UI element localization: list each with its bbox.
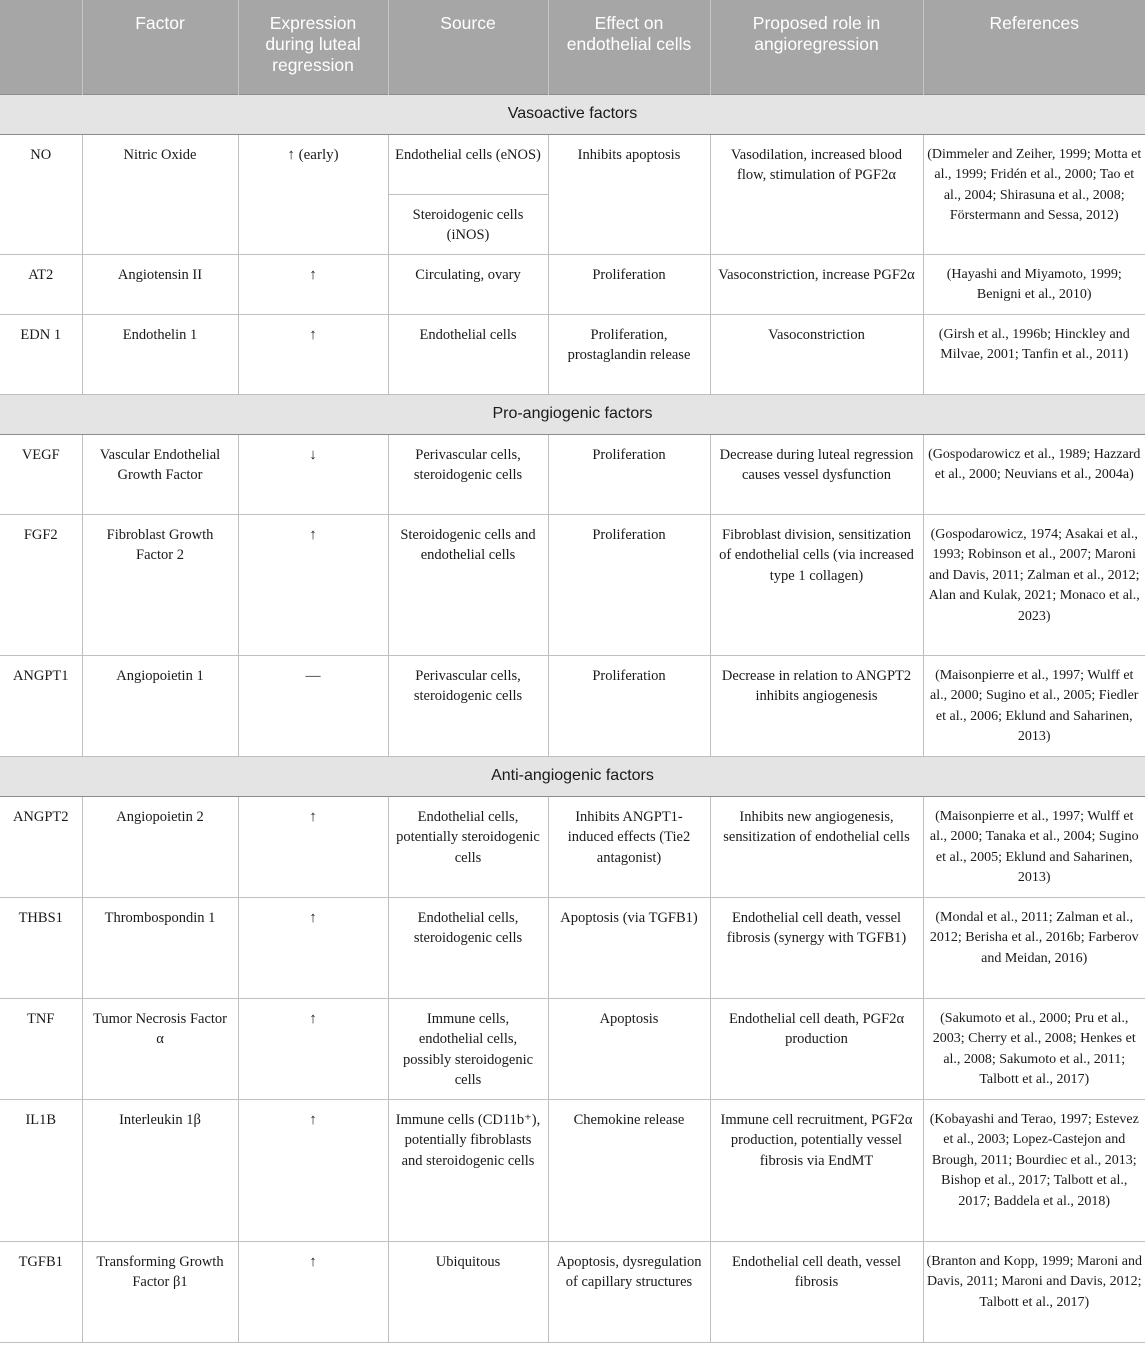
- cell-factor: Nitric Oxide: [82, 134, 238, 254]
- cell-effect: Chemokine release: [548, 1099, 710, 1241]
- cell-effect: Proliferation: [548, 434, 710, 514]
- table-row: [0, 796, 1145, 897]
- cell-source: Endothelial cells, potentially steroidogenic cells: [388, 796, 548, 897]
- cell-role: Decrease in relation to ANGPT2 inhibits angiogenesis: [710, 655, 923, 756]
- cell-factor: Angiopoietin 2: [82, 796, 238, 897]
- table-row: [0, 134, 1145, 194]
- cell-abbr: TNF: [0, 998, 82, 1099]
- cell-expression: ↑: [238, 254, 388, 314]
- cell-abbr: TGFB1: [0, 1241, 82, 1342]
- cell-references: (Gospodarowicz et al., 1989; Hazzard et al., 2000; Neuvians et al., 2004a): [923, 434, 1145, 514]
- cell-abbr: NO: [0, 134, 82, 254]
- cell-effect: Inhibits ANGPT1-induced effects (Tie2 antagonist): [548, 796, 710, 897]
- header-effect: Effect on endothelial cells: [548, 0, 710, 94]
- header-source: Source: [388, 0, 548, 94]
- section-row: [0, 94, 1145, 134]
- cell-expression: ↑: [238, 796, 388, 897]
- table-row: [0, 998, 1145, 1099]
- cell-references: (Girsh et al., 1996b; Hinckley and Milvae, 2001; Tanfin et al., 2011): [923, 314, 1145, 394]
- cell-effect: Inhibits apoptosis: [548, 134, 710, 254]
- cell-expression: ↓: [238, 434, 388, 514]
- cell-source: Circulating, ovary: [388, 254, 548, 314]
- cell-abbr: ANGPT2: [0, 796, 82, 897]
- cell-role: Decrease during luteal regression causes vessel dysfunction: [710, 434, 923, 514]
- cell-factor: Thrombospondin 1: [82, 897, 238, 998]
- table-row: [0, 314, 1145, 394]
- cell-source: Steroidogenic cells and endothelial cells: [388, 514, 548, 655]
- cell-source: Immune cells, endothelial cells, possibly steroidogenic cells: [388, 998, 548, 1099]
- cell-references: (Sakumoto et al., 2000; Pru et al., 2003; Cherry et al., 2008; Henkes et al., 2008; Sakumoto et al., 2011; Talbott et al., 2017): [923, 998, 1145, 1099]
- cell-effect: Proliferation: [548, 254, 710, 314]
- cell-references: (Gospodarowicz, 1974; Asakai et al., 1993; Robinson et al., 2007; Maroni and Davis, 2011; Zalman et al., 2012; Alan and Kulak, 2021; Monaco et al., 2023): [923, 514, 1145, 655]
- table-row: [0, 1241, 1145, 1342]
- section-row: [0, 394, 1145, 434]
- cell-factor: Tumor Necrosis Factor α: [82, 998, 238, 1099]
- cell-source: Perivascular cells, steroidogenic cells: [388, 434, 548, 514]
- header-references: References: [923, 0, 1145, 94]
- cell-references: (Maisonpierre et al., 1997; Wulff et al., 2000; Tanaka et al., 2004; Sugino et al., 2005; Eklund and Saharinen, 2013): [923, 796, 1145, 897]
- table-row: [0, 434, 1145, 514]
- cell-source: Endothelial cells: [388, 314, 548, 394]
- cell-role: Endothelial cell death, PGF2α production: [710, 998, 923, 1099]
- section-title: Pro-angiogenic factors: [0, 394, 1145, 434]
- cell-references: (Branton and Kopp, 1999; Maroni and Davis, 2011; Maroni and Davis, 2012; Talbott et al., 2017): [923, 1241, 1145, 1342]
- cell-role: Vasodilation, increased blood flow, stimulation of PGF2α: [710, 134, 923, 254]
- cell-role: Inhibits new angiogenesis, sensitization of endothelial cells: [710, 796, 923, 897]
- cell-role: Endothelial cell death, vessel fibrosis (synergy with TGFB1): [710, 897, 923, 998]
- cell-source: Endothelial cells, steroidogenic cells: [388, 897, 548, 998]
- cell-role: Endothelial cell death, vessel fibrosis: [710, 1241, 923, 1342]
- cell-effect: Apoptosis: [548, 998, 710, 1099]
- cell-source-secondary: Steroidogenic cells (iNOS): [388, 194, 548, 254]
- cell-role: Vasoconstriction, increase PGF2α: [710, 254, 923, 314]
- cell-effect: Apoptosis (via TGFB1): [548, 897, 710, 998]
- cell-source: Perivascular cells, steroidogenic cells: [388, 655, 548, 756]
- section-title: Vasoactive factors: [0, 94, 1145, 134]
- cell-role: Vasoconstriction: [710, 314, 923, 394]
- cell-expression: ↑: [238, 897, 388, 998]
- cell-expression: ↑ (early): [238, 134, 388, 254]
- cell-factor: Endothelin 1: [82, 314, 238, 394]
- cell-expression: ↑: [238, 514, 388, 655]
- header-role: Proposed role in angioregression: [710, 0, 923, 94]
- table-row: [0, 1099, 1145, 1241]
- cell-abbr: FGF2: [0, 514, 82, 655]
- cell-abbr: ANGPT1: [0, 655, 82, 756]
- cell-expression: ↑: [238, 314, 388, 394]
- cell-references: (Maisonpierre et al., 1997; Wulff et al., 2000; Sugino et al., 2005; Fiedler et al., 2006; Eklund and Saharinen, 2013): [923, 655, 1145, 756]
- cell-factor: Transforming Growth Factor β1: [82, 1241, 238, 1342]
- cell-abbr: THBS1: [0, 897, 82, 998]
- cell-abbr: VEGF: [0, 434, 82, 514]
- cell-effect: Apoptosis, dysregulation of capillary structures: [548, 1241, 710, 1342]
- cell-factor: Vascular Endothelial Growth Factor: [82, 434, 238, 514]
- cell-references: (Dimmeler and Zeiher, 1999; Motta et al., 1999; Fridén et al., 2000; Tao et al., 2004; Shirasuna et al., 2008; Förstermann and Sessa, 2012): [923, 134, 1145, 254]
- table-row: [0, 254, 1145, 314]
- cell-source: Ubiquitous: [388, 1241, 548, 1342]
- cell-expression: ↑: [238, 998, 388, 1099]
- header-factor: Factor: [82, 0, 238, 94]
- cell-expression: ↑: [238, 1099, 388, 1241]
- header-expression: Expression during luteal regression: [238, 0, 388, 94]
- cell-role: Immune cell recruitment, PGF2α production, potentially vessel fibrosis via EndMT: [710, 1099, 923, 1241]
- cell-abbr: IL1B: [0, 1099, 82, 1241]
- cell-effect: Proliferation: [548, 655, 710, 756]
- cell-source: Endothelial cells (eNOS): [388, 134, 548, 194]
- cell-references: (Kobayashi and Terao, 1997; Estevez et al., 2003; Lopez-Castejon and Brough, 2011; Bourdiec et al., 2013; Bishop et al., 2017; Talbott et al., 2017; Baddela et al., 2018): [923, 1099, 1145, 1241]
- header-row: [0, 0, 1145, 94]
- table-row: [0, 655, 1145, 756]
- cell-abbr: AT2: [0, 254, 82, 314]
- cell-references: (Hayashi and Miyamoto, 1999; Benigni et al., 2010): [923, 254, 1145, 314]
- cell-references: (Mondal et al., 2011; Zalman et al., 2012; Berisha et al., 2016b; Farberov and Meidan, 2016): [923, 897, 1145, 998]
- header-abbr: [0, 0, 82, 94]
- cell-effect: Proliferation, prostaglandin release: [548, 314, 710, 394]
- cell-factor: Fibroblast Growth Factor 2: [82, 514, 238, 655]
- section-title: Anti-angiogenic factors: [0, 756, 1145, 796]
- cell-factor: Interleukin 1β: [82, 1099, 238, 1241]
- cell-factor: Angiotensin II: [82, 254, 238, 314]
- table-row: [0, 897, 1145, 998]
- cell-factor: Angiopoietin 1: [82, 655, 238, 756]
- cell-role: Fibroblast division, sensitization of endothelial cells (via increased type 1 collagen): [710, 514, 923, 655]
- cell-effect: Proliferation: [548, 514, 710, 655]
- table-row: [0, 514, 1145, 655]
- cell-source: Immune cells (CD11b⁺), potentially fibroblasts and steroidogenic cells: [388, 1099, 548, 1241]
- cell-abbr: EDN 1: [0, 314, 82, 394]
- section-row: [0, 756, 1145, 796]
- cell-expression: —: [238, 655, 388, 756]
- cell-expression: ↑: [238, 1241, 388, 1342]
